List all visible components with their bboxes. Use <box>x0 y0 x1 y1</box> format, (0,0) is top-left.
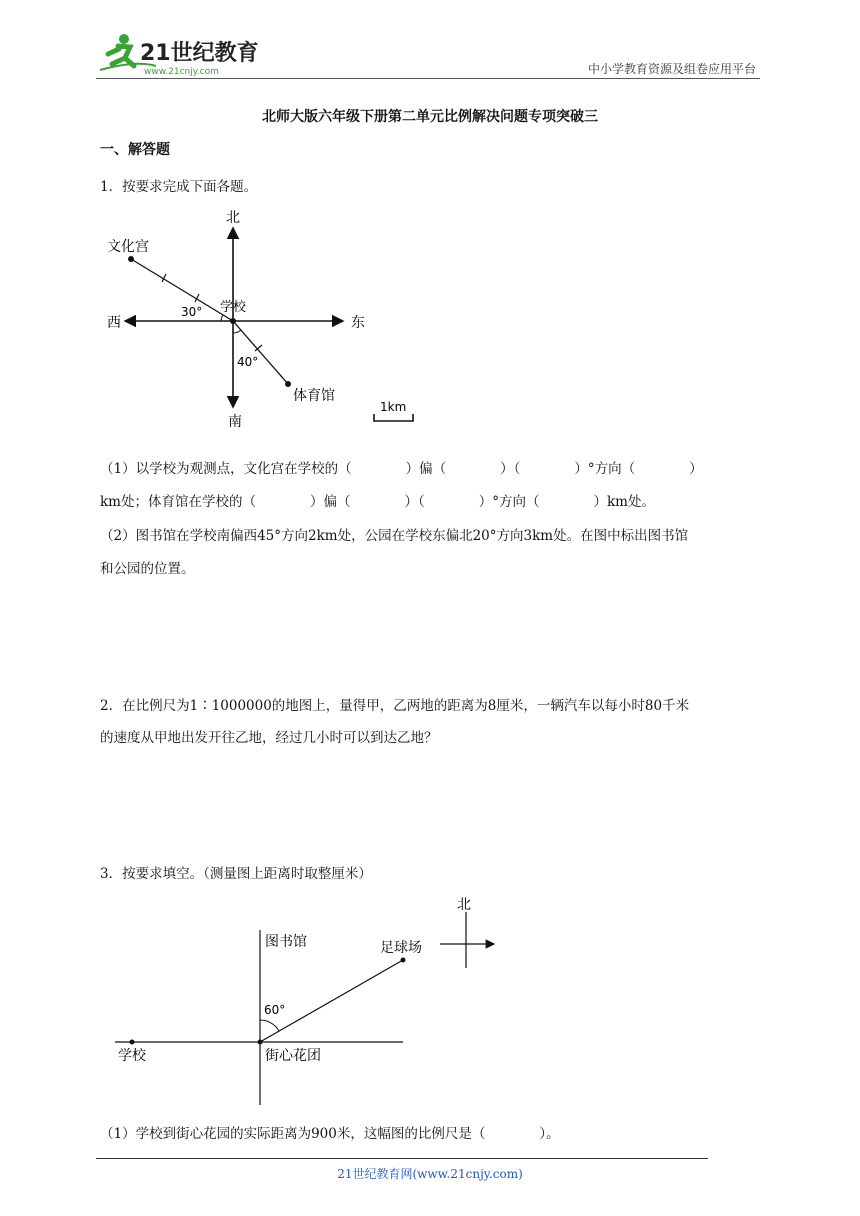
footer-link[interactable]: 21世纪教育网(www.21cnjy.com) <box>337 1167 523 1181</box>
library-label: 图书馆 <box>265 934 307 950</box>
header-divider <box>96 78 760 79</box>
q2-line1: 2．在比例尺为1∶1000000的地图上，量得甲，乙两地的距离为8厘米，一辆汽车以每小时80千米 <box>100 698 690 714</box>
angle-60-label: 60° <box>264 1003 286 1017</box>
scale-bar <box>374 414 413 421</box>
south-label: 南 <box>228 414 242 430</box>
header-right-text: 中小学教育资源及组卷应用平台 <box>587 62 756 76</box>
scale-label: 1km <box>380 400 407 414</box>
gym-line <box>233 321 288 384</box>
garden-label: 街心花团 <box>265 1048 321 1064</box>
q3-north-label: 北 <box>457 897 471 913</box>
gym-point <box>285 381 291 387</box>
stadium-line <box>260 960 403 1042</box>
school-label: 学校 <box>220 300 247 315</box>
q1-part1-line2: km处；体育馆在学校的（ ）偏（ ）（ ）°方向（ ）km处。 <box>100 494 655 510</box>
q3-stem: 3．按要求填空。（测量图上距离时取整厘米） <box>100 866 372 882</box>
page-title: 北师大版六年级下册第二单元比例解决问题专项突破三 <box>262 109 598 125</box>
gym-label: 体育馆 <box>293 388 335 404</box>
q1-part2-line2: 和公园的位置。 <box>100 561 195 577</box>
west-label: 西 <box>107 315 121 331</box>
footer-divider <box>96 1158 708 1159</box>
q1-part2-line1: （2）图书馆在学校南偏西45°方向2km处，公园在学校东偏北20°方向3km处。在图中标出图书馆 <box>100 528 689 544</box>
q1-stem: 1．按要求完成下面各题。 <box>100 179 258 195</box>
section-title: 一、解答题 <box>100 142 170 158</box>
q3-part1: （1）学校到街心花园的实际距离为900米，这幅图的比例尺是（ ）。 <box>100 1126 560 1142</box>
school-point <box>130 1040 135 1045</box>
angle-30-label: 30° <box>181 305 203 319</box>
angle-40-label: 40° <box>237 355 259 369</box>
school-label: 学校 <box>118 1048 146 1064</box>
site-logo <box>96 30 266 82</box>
q2-line2: 的速度从甲地出发开往乙地，经过几小时可以到达乙地？ <box>100 730 438 746</box>
school-point <box>230 318 236 324</box>
stadium-label: 足球场 <box>380 940 422 956</box>
stadium-point <box>401 958 406 963</box>
q3-map-figure <box>110 890 510 1110</box>
garden-point <box>258 1040 263 1045</box>
q1-part1-line1: （1）以学校为观测点，文化宫在学校的（ ）偏（ ）（ ）°方向（ ） <box>100 461 703 477</box>
palace-point <box>128 256 134 262</box>
logo-url: www.21cnjy.com <box>144 67 219 77</box>
q1-compass-figure <box>95 200 425 435</box>
palace-label: 文化宫 <box>107 239 149 255</box>
logo-text: 21世纪教育 <box>140 41 259 66</box>
east-label: 东 <box>351 315 365 331</box>
north-label: 北 <box>226 210 240 226</box>
